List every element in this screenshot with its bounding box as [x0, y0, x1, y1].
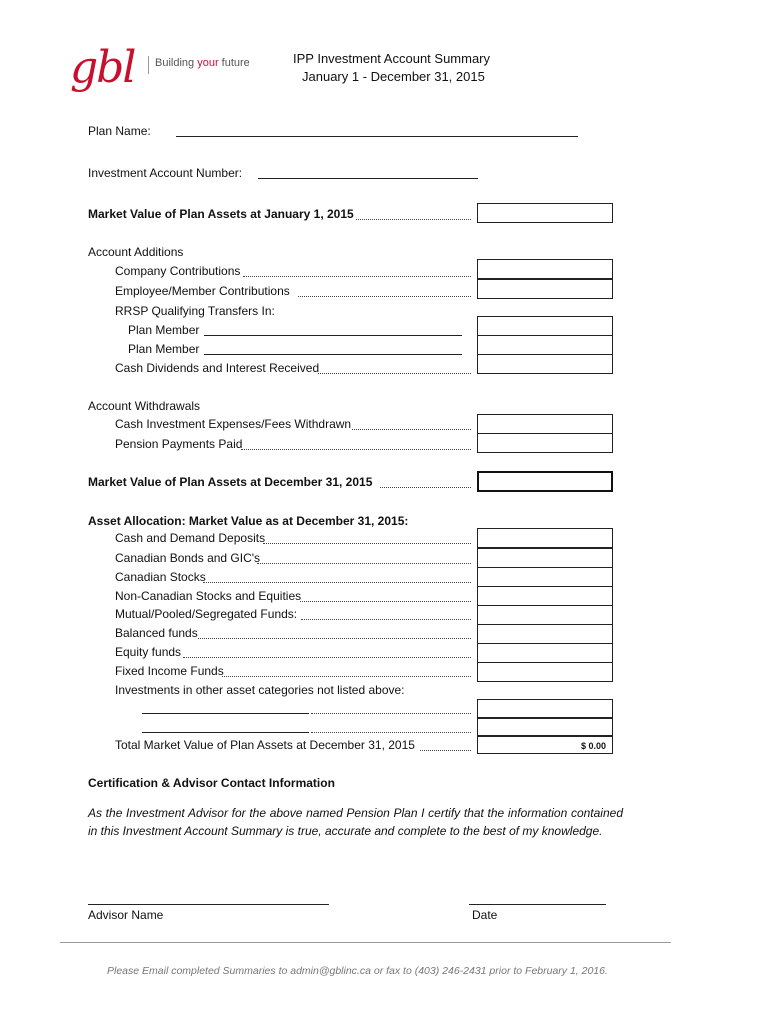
account-number-field[interactable]	[258, 178, 478, 179]
withdrawals-heading: Account Withdrawals	[88, 399, 201, 413]
leader-dots	[420, 750, 471, 751]
canadian-stocks-label: Canadian Stocks	[115, 570, 206, 584]
leader-dots	[356, 219, 471, 220]
company-logo	[70, 42, 270, 102]
canadian-stocks-box[interactable]	[477, 567, 613, 587]
leader-dots	[380, 487, 471, 488]
mutual-funds-box[interactable]	[477, 605, 613, 625]
leader-dots	[243, 276, 471, 277]
allocation-heading: Asset Allocation: Market Value as at December 31, 2015:	[88, 514, 409, 528]
equity-funds-box[interactable]	[477, 643, 613, 663]
plan-name-field[interactable]	[176, 136, 578, 137]
account-number-label: Investment Account Number:	[88, 166, 243, 180]
plan-member-2-field[interactable]	[204, 354, 462, 355]
additions-heading: Account Additions	[88, 245, 184, 259]
expenses-withdrawn-box[interactable]	[477, 414, 613, 434]
date-line[interactable]	[469, 904, 606, 905]
plan-member-1-field[interactable]	[204, 335, 462, 336]
mutual-funds-label: Mutual/Pooled/Segregated Funds:	[115, 607, 298, 621]
company-contributions-box[interactable]	[477, 259, 613, 279]
other-category-1-field[interactable]	[142, 713, 309, 714]
advisor-name-label: Advisor Name	[88, 908, 164, 922]
plan-name-label: Plan Name:	[88, 124, 151, 138]
leader-dots	[257, 563, 471, 564]
footer-divider	[60, 942, 671, 943]
document-title: IPP Investment Account Summary	[293, 51, 491, 66]
fixed-income-label: Fixed Income Funds	[115, 664, 224, 678]
balanced-funds-label: Balanced funds	[115, 626, 198, 640]
market-value-end-box[interactable]	[477, 471, 613, 492]
leader-dots	[263, 543, 471, 544]
leader-dots	[352, 429, 471, 430]
bonds-gics-label: Canadian Bonds and GIC's	[115, 551, 261, 565]
other-category-1-box[interactable]	[477, 699, 613, 718]
certification-heading: Certification & Advisor Contact Information	[88, 776, 335, 790]
market-value-start-box[interactable]	[477, 203, 613, 223]
market-value-end-label: Market Value of Plan Assets at December 31, 2015	[88, 475, 373, 489]
fixed-income-box[interactable]	[477, 662, 613, 682]
cash-deposits-label: Cash and Demand Deposits	[115, 531, 266, 545]
logo-separator	[148, 56, 149, 74]
non-canadian-stocks-label: Non-Canadian Stocks and Equities	[115, 589, 302, 603]
leader-dots	[300, 601, 471, 602]
equity-funds-label: Equity funds	[115, 645, 182, 659]
leader-dots	[298, 296, 471, 297]
footer-note: Please Email completed Summaries to admin@gblinc.ca or fax to (403) 246-2431 prior to February 1, 2016.	[107, 965, 608, 977]
other-category-2-box[interactable]	[477, 718, 613, 736]
bonds-gics-box[interactable]	[477, 548, 613, 568]
employee-contributions-label: Employee/Member Contributions	[115, 284, 290, 298]
leader-dots	[183, 657, 471, 658]
balanced-funds-box[interactable]	[477, 624, 613, 644]
date-label: Date	[472, 908, 498, 922]
pension-payments-label: Pension Payments Paid	[115, 437, 243, 451]
advisor-name-line[interactable]	[88, 904, 329, 905]
expenses-withdrawn-label: Cash Investment Expenses/Fees Withdrawn	[115, 417, 352, 431]
plan-member-1-label: Plan Member	[128, 323, 200, 337]
leader-dots	[311, 713, 471, 714]
logo-tagline: Building your future	[155, 57, 250, 69]
logo-mark: gbl	[70, 42, 135, 93]
employee-contributions-box[interactable]	[477, 279, 613, 299]
non-canadian-stocks-box[interactable]	[477, 586, 613, 606]
plan-member-2-label: Plan Member	[128, 342, 200, 356]
pension-payments-box[interactable]	[477, 433, 613, 453]
market-value-start-label: Market Value of Plan Assets at January 1, 2015	[88, 207, 354, 221]
certification-text: As the Investment Advisor for the above named Pension Plan I certify that the information contained in this Investment Account Summary is true, accurate and complete to the best of my knowledge.	[88, 806, 623, 838]
document-period: January 1 - December 31, 2015	[302, 69, 485, 84]
leader-dots	[198, 638, 471, 639]
other-category-2-field[interactable]	[142, 732, 309, 733]
total-market-value-box[interactable]: $ 0.00	[477, 736, 613, 754]
plan-member-1-box[interactable]	[477, 316, 613, 336]
dividends-box[interactable]	[477, 354, 613, 374]
cash-deposits-box[interactable]	[477, 528, 613, 548]
dividends-label: Cash Dividends and Interest Received	[115, 361, 320, 375]
leader-dots	[301, 619, 471, 620]
leader-dots	[203, 582, 471, 583]
rrsp-transfers-label: RRSP Qualifying Transfers In:	[115, 304, 275, 318]
leader-dots	[222, 676, 471, 677]
leader-dots	[311, 732, 471, 733]
plan-member-2-box[interactable]	[477, 335, 613, 355]
company-contributions-label: Company Contributions	[115, 264, 241, 278]
other-investments-label: Investments in other asset categories not listed above:	[115, 683, 405, 697]
leader-dots	[318, 373, 471, 374]
leader-dots	[241, 449, 471, 450]
total-market-value-label: Total Market Value of Plan Assets at December 31, 2015	[115, 738, 415, 752]
